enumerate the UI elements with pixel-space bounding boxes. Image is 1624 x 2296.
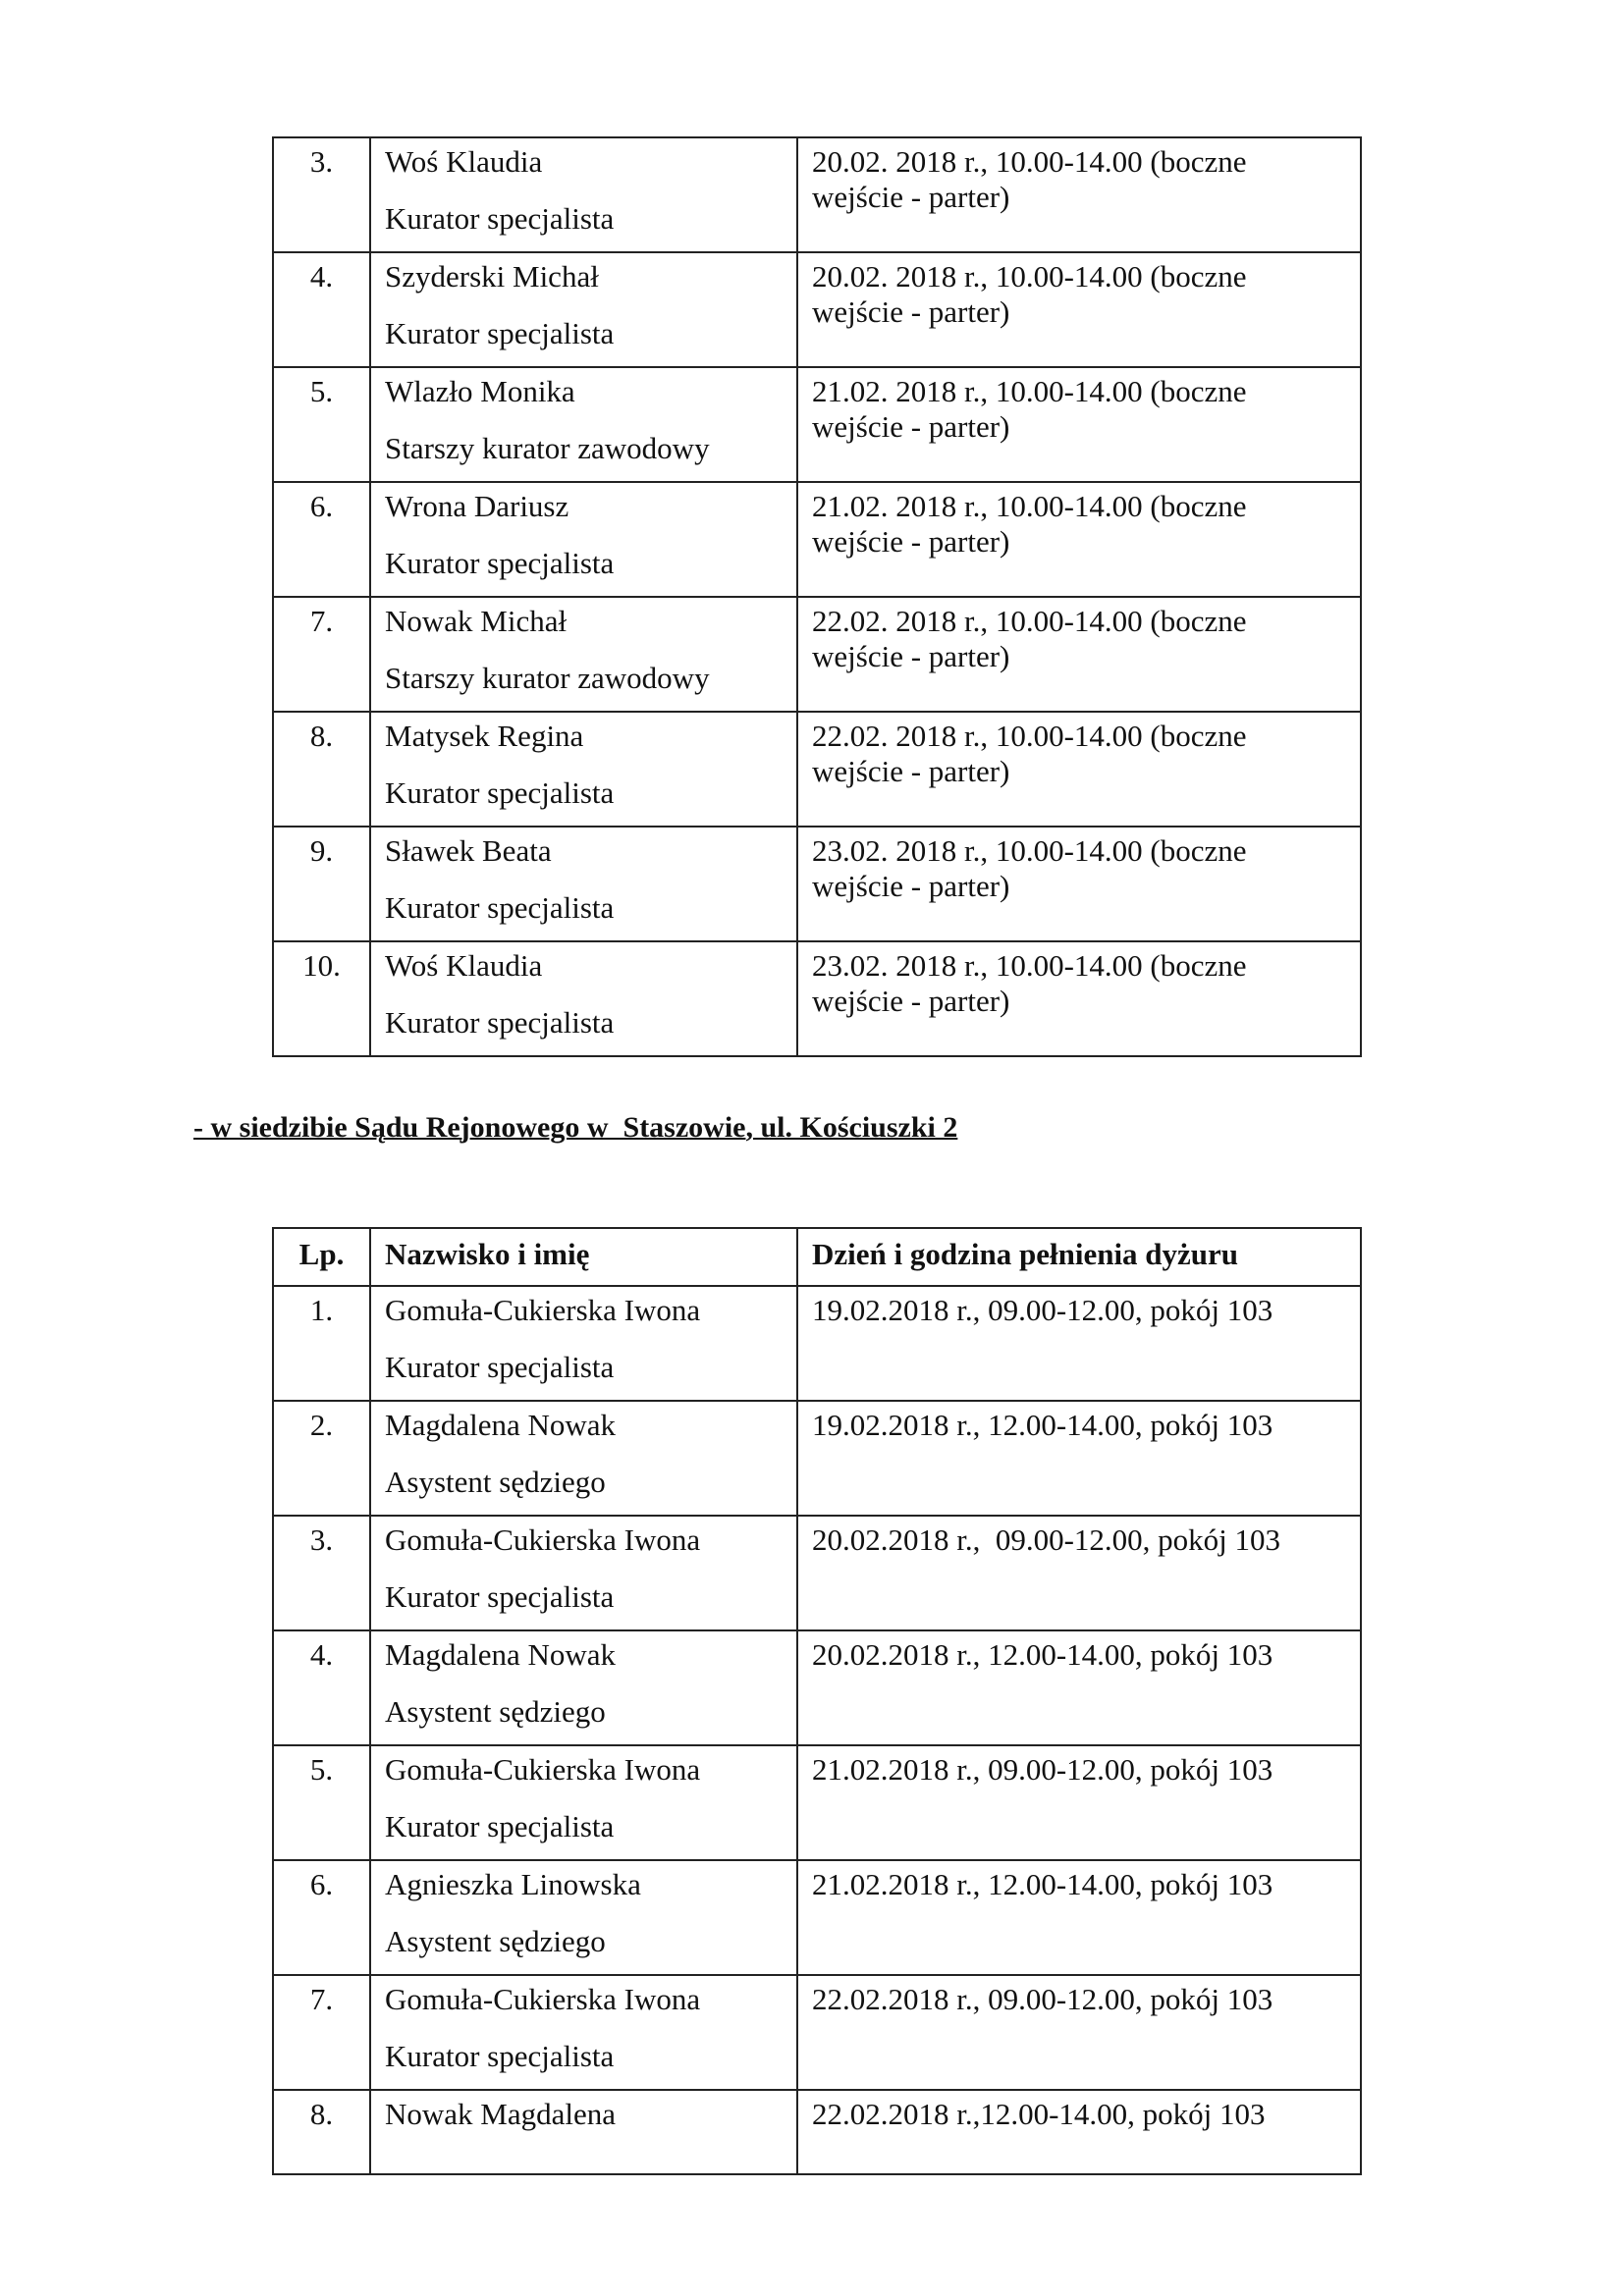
row-number: 2.	[273, 1401, 370, 1516]
table-row	[273, 367, 1361, 482]
date-line-2: wejście - parter)	[812, 180, 1010, 214]
table-row	[273, 597, 1361, 712]
person-role: Kurator specjalista	[385, 1350, 615, 1384]
person-role: Asystent sędziego	[385, 1694, 606, 1729]
row-number: 3.	[273, 1516, 370, 1630]
person-role: Starszy kurator zawodowy	[385, 661, 710, 695]
person-name: Sławek Beata	[385, 833, 552, 868]
duty-table-1	[272, 136, 1362, 1057]
table-row	[273, 2090, 1361, 2174]
date-line-2: wejście - parter)	[812, 639, 1010, 673]
table-row	[273, 1975, 1361, 2090]
person-role: Asystent sędziego	[385, 1465, 606, 1499]
name-cell	[370, 827, 797, 941]
date-cell	[797, 252, 1361, 367]
header-name: Nazwisko i imię	[370, 1228, 797, 1286]
person-name: Magdalena Nowak	[385, 1408, 616, 1442]
table-row	[273, 482, 1361, 597]
row-number: 9.	[273, 827, 370, 941]
date-cell: 19.02.2018 r., 09.00-12.00, pokój 103	[797, 1286, 1361, 1401]
table-row	[273, 712, 1361, 827]
row-number: 5.	[273, 367, 370, 482]
person-name: Nowak Michał	[385, 604, 568, 638]
duty-table-2	[272, 1227, 1362, 2175]
person-role: Kurator specjalista	[385, 546, 615, 580]
name-cell	[370, 2090, 797, 2174]
row-number: 5.	[273, 1745, 370, 1860]
date-line-1: 22.02. 2018 r., 10.00-14.00 (boczne	[812, 604, 1247, 638]
date-line-2: wejście - parter)	[812, 524, 1010, 559]
person-name: Woś Klaudia	[385, 144, 543, 179]
date-line-1: 23.02. 2018 r., 10.00-14.00 (boczne	[812, 833, 1247, 868]
date-line-2: wejście - parter)	[812, 294, 1010, 329]
name-cell	[370, 1630, 797, 1745]
date-cell	[797, 941, 1361, 1056]
row-number: 6.	[273, 482, 370, 597]
date-line-2: wejście - parter)	[812, 409, 1010, 444]
name-cell	[370, 252, 797, 367]
person-role: Kurator specjalista	[385, 1579, 615, 1614]
name-cell	[370, 1286, 797, 1401]
date-cell	[797, 137, 1361, 252]
name-cell	[370, 1745, 797, 1860]
person-role: Kurator specjalista	[385, 1005, 615, 1040]
date-line-1: 23.02. 2018 r., 10.00-14.00 (boczne	[812, 948, 1247, 983]
table-row	[273, 1745, 1361, 1860]
person-name: Gomuła-Cukierska Iwona	[385, 1293, 701, 1327]
date-line-1: 20.02. 2018 r., 10.00-14.00 (boczne	[812, 259, 1247, 294]
row-number: 3.	[273, 137, 370, 252]
name-cell	[370, 597, 797, 712]
table-row	[273, 1286, 1361, 1401]
person-name: Wlazło Monika	[385, 374, 575, 408]
date-cell: 22.02.2018 r., 09.00-12.00, pokój 103	[797, 1975, 1361, 2090]
date-cell: 21.02.2018 r., 09.00-12.00, pokój 103	[797, 1745, 1361, 1860]
table-row	[273, 1516, 1361, 1630]
row-number: 7.	[273, 597, 370, 712]
person-name: Woś Klaudia	[385, 948, 543, 983]
person-name: Agnieszka Linowska	[385, 1867, 641, 1901]
date-line-1: 21.02. 2018 r., 10.00-14.00 (boczne	[812, 489, 1247, 523]
row-number: 7.	[273, 1975, 370, 2090]
date-line-2: wejście - parter)	[812, 984, 1010, 1018]
table-row	[273, 1401, 1361, 1516]
table-row	[273, 1860, 1361, 1975]
row-number: 4.	[273, 1630, 370, 1745]
name-cell	[370, 137, 797, 252]
date-cell	[797, 597, 1361, 712]
person-name: Matysek Regina	[385, 719, 584, 753]
date-cell: 22.02.2018 r.,12.00-14.00, pokój 103	[797, 2090, 1361, 2174]
section-heading: - w siedzibie Sądu Rejonowego w Staszowie, ul. Kościuszki 2	[193, 1111, 958, 1144]
person-role: Kurator specjalista	[385, 1809, 615, 1843]
row-number: 10.	[273, 941, 370, 1056]
person-name: Gomuła-Cukierska Iwona	[385, 1522, 701, 1557]
person-role: Kurator specjalista	[385, 890, 615, 925]
date-line-2: wejście - parter)	[812, 754, 1010, 788]
date-cell: 19.02.2018 r., 12.00-14.00, pokój 103	[797, 1401, 1361, 1516]
table-header-row	[273, 1228, 1361, 1286]
date-line-1: 20.02. 2018 r., 10.00-14.00 (boczne	[812, 144, 1247, 179]
header-lp: Lp.	[273, 1228, 370, 1286]
name-cell	[370, 482, 797, 597]
person-name: Magdalena Nowak	[385, 1637, 616, 1672]
date-cell	[797, 827, 1361, 941]
name-cell	[370, 941, 797, 1056]
table-row	[273, 941, 1361, 1056]
row-number: 8.	[273, 2090, 370, 2174]
row-number: 8.	[273, 712, 370, 827]
name-cell	[370, 1401, 797, 1516]
person-name: Gomuła-Cukierska Iwona	[385, 1752, 701, 1787]
person-role: Kurator specjalista	[385, 2039, 615, 2073]
table-row	[273, 252, 1361, 367]
date-cell	[797, 367, 1361, 482]
person-name: Gomuła-Cukierska Iwona	[385, 1982, 701, 2016]
person-role: Kurator specjalista	[385, 775, 615, 810]
person-role: Starszy kurator zawodowy	[385, 431, 710, 465]
date-cell: 20.02.2018 r., 09.00-12.00, pokój 103	[797, 1516, 1361, 1630]
person-role: Kurator specjalista	[385, 316, 615, 350]
row-number: 6.	[273, 1860, 370, 1975]
name-cell	[370, 712, 797, 827]
person-name: Nowak Magdalena	[385, 2097, 616, 2131]
date-cell: 21.02.2018 r., 12.00-14.00, pokój 103	[797, 1860, 1361, 1975]
date-cell	[797, 712, 1361, 827]
person-name: Wrona Dariusz	[385, 489, 569, 523]
row-number: 4.	[273, 252, 370, 367]
header-date: Dzień i godzina pełnienia dyżuru	[797, 1228, 1361, 1286]
table-row	[273, 137, 1361, 252]
name-cell	[370, 1860, 797, 1975]
date-cell: 20.02.2018 r., 12.00-14.00, pokój 103	[797, 1630, 1361, 1745]
date-line-2: wejście - parter)	[812, 869, 1010, 903]
person-name: Szyderski Michał	[385, 259, 599, 294]
name-cell	[370, 1516, 797, 1630]
date-line-1: 21.02. 2018 r., 10.00-14.00 (boczne	[812, 374, 1247, 408]
row-number: 1.	[273, 1286, 370, 1401]
name-cell	[370, 367, 797, 482]
name-cell	[370, 1975, 797, 2090]
date-cell	[797, 482, 1361, 597]
date-line-1: 22.02. 2018 r., 10.00-14.00 (boczne	[812, 719, 1247, 753]
table-row	[273, 827, 1361, 941]
person-role: Asystent sędziego	[385, 1924, 606, 1958]
table-row	[273, 1630, 1361, 1745]
person-role: Kurator specjalista	[385, 201, 615, 236]
